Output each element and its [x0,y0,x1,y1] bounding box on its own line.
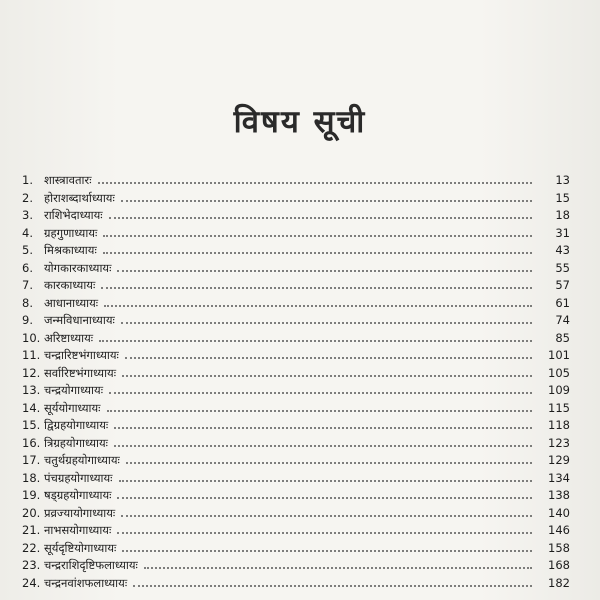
dot-leader [125,356,532,359]
toc-entry-number: 22. [22,540,41,555]
toc-entry-page-number: 138 [548,488,570,502]
dot-leader [144,566,532,569]
dot-leader [109,216,532,219]
toc-entry [22,190,570,208]
toc-entry-page-number: 31 [555,225,570,240]
toc-entry-page-number: 109 [548,383,570,397]
toc-entry [22,277,570,295]
dot-leader [119,479,533,482]
toc-entry-number: 6. [22,260,33,275]
toc-entry-title: चन्द्रारिष्टभंगाध्यायः [44,348,119,362]
toc-entry-title: कारकाध्यायः [44,278,96,292]
toc-entry-page-number: 43 [555,243,570,257]
toc-entry-title: प्रव्रज्यायोगाध्यायः [44,505,116,520]
toc-entry-title: नाभसयोगाध्यायः [44,523,112,537]
toc-entry [22,505,570,523]
toc-entry-number: 16. [22,435,41,450]
toc-entry-title: चतुर्थग्रहयोगाध्यायः [44,453,120,467]
toc-entry-page-number: 13 [555,173,570,187]
table-of-contents [22,172,570,592]
toc-entry-number: 3. [22,208,33,222]
toc-entry-page-number: 158 [548,540,570,555]
toc-entry-number: 18. [22,470,41,485]
toc-entry-title: सूर्ययोगाध्यायः [44,400,101,415]
dot-leader [121,199,532,202]
toc-entry [22,487,570,505]
dot-leader [103,234,532,237]
toc-entry-number: 7. [22,278,33,292]
dot-leader [99,339,532,342]
toc-entry-page-number: 105 [548,365,570,380]
toc-entry-page-number: 55 [555,260,570,275]
toc-entry-number: 20. [22,505,41,520]
toc-entry [22,540,570,558]
toc-entry-page-number: 134 [548,470,570,485]
toc-entry-title: योगकारकाध्यायः [44,260,112,275]
toc-entry-number: 24. [22,575,41,590]
dot-leader [107,409,532,412]
toc-entry [22,260,570,278]
toc-entry-title: सर्वारिष्टभंगाध्यायः [44,365,117,380]
toc-entry-title: पंचग्रहयोगाध्यायः [44,470,113,485]
toc-entry-page-number: 101 [548,348,570,362]
toc-entry-title: आधानाध्यायः [44,295,99,310]
toc-entry [22,470,570,488]
toc-entry [22,382,570,400]
toc-entry [22,172,570,190]
toc-entry-number: 23. [22,558,41,572]
dot-leader [104,304,532,307]
toc-entry [22,207,570,225]
toc-entry [22,557,570,575]
toc-entry-title: त्रिग्रहयोगाध्यायः [44,435,108,450]
toc-entry-number: 12. [22,365,41,380]
dot-leader [114,426,532,429]
toc-entry [22,522,570,540]
dot-leader [121,514,532,517]
dot-leader [133,584,532,587]
toc-entry-page-number: 118 [548,418,570,432]
toc-entry-number: 2. [22,190,33,205]
toc-entry-page-number: 57 [555,278,570,292]
toc-entry-page-number: 61 [555,295,570,310]
toc-entry-page-number: 168 [548,558,570,572]
toc-entry-page-number: 18 [555,208,570,222]
toc-entry-page-number: 123 [548,435,570,450]
toc-entry-number: 10. [22,330,41,345]
toc-entry-number: 8. [22,295,33,310]
toc-entry-number: 13. [22,383,41,397]
toc-entry-title: चन्द्रराशिदृष्टिफलाध्यायः [44,558,138,572]
toc-entry-title: होराशब्दार्थाध्यायः [44,190,115,205]
toc-entry [22,242,570,260]
toc-entry [22,312,570,330]
toc-entry-page-number: 140 [548,505,570,520]
toc-entry-number: 17. [22,453,41,467]
toc-entry-page-number: 115 [548,400,570,415]
toc-entry [22,575,570,593]
dot-leader [122,374,532,377]
toc-entry [22,330,570,348]
toc-entry-page-number: 15 [555,190,570,205]
toc-entry-number: 15. [22,418,41,432]
toc-entry-page-number: 182 [548,575,570,590]
dot-leader [117,269,532,272]
dot-leader [117,531,532,534]
dot-leader [126,461,532,464]
toc-entry-title: शास्त्रावतारः [44,173,92,187]
toc-entry-title: षड्ग्रहयोगाध्यायः [44,488,112,502]
toc-entry [22,452,570,470]
dot-leader [98,181,532,184]
toc-entry-title: चन्द्रनवांशफलाध्यायः [44,575,128,590]
page-title: विषय सूची [233,104,367,140]
toc-entry-title: अरिष्टाध्यायः [44,330,94,345]
toc-entry-number: 4. [22,225,33,240]
toc-entry-number: 19. [22,488,41,502]
toc-entry [22,225,570,243]
toc-entry-number: 5. [22,243,33,257]
toc-entry [22,417,570,435]
toc-entry [22,365,570,383]
toc-entry-page-number: 129 [548,453,570,467]
dot-leader [114,444,532,447]
toc-entry-page-number: 74 [555,313,570,327]
toc-entry [22,295,570,313]
toc-entry-number: 21. [22,523,41,537]
toc-entry-number: 9. [22,313,33,327]
dot-leader [103,251,532,254]
toc-entry-number: 1. [22,173,33,187]
dot-leader [121,321,532,324]
toc-entry [22,347,570,365]
toc-entry [22,435,570,453]
toc-entry-page-number: 146 [548,523,570,537]
toc-entry [22,400,570,418]
toc-entry-title: राशिभेदाध्यायः [44,208,103,222]
dot-leader [117,496,532,499]
toc-entry-page-number: 85 [555,330,570,345]
dot-leader [122,549,532,552]
toc-entry-title: सूर्यदृष्टियोगाध्यायः [44,540,117,555]
toc-entry-number: 11. [22,348,41,362]
toc-entry-title: ग्रहगुणाध्यायः [44,225,98,240]
dot-leader [101,286,532,289]
toc-entry-title: द्विग्रहयोगाध्यायः [44,418,109,432]
toc-entry-title: मिश्रकाध्यायः [44,243,97,257]
toc-entry-title: जन्मविधानाध्यायः [44,313,115,327]
toc-entry-number: 14. [22,400,41,415]
toc-entry-title: चन्द्रयोगाध्यायः [44,383,104,397]
dot-leader [109,391,532,394]
